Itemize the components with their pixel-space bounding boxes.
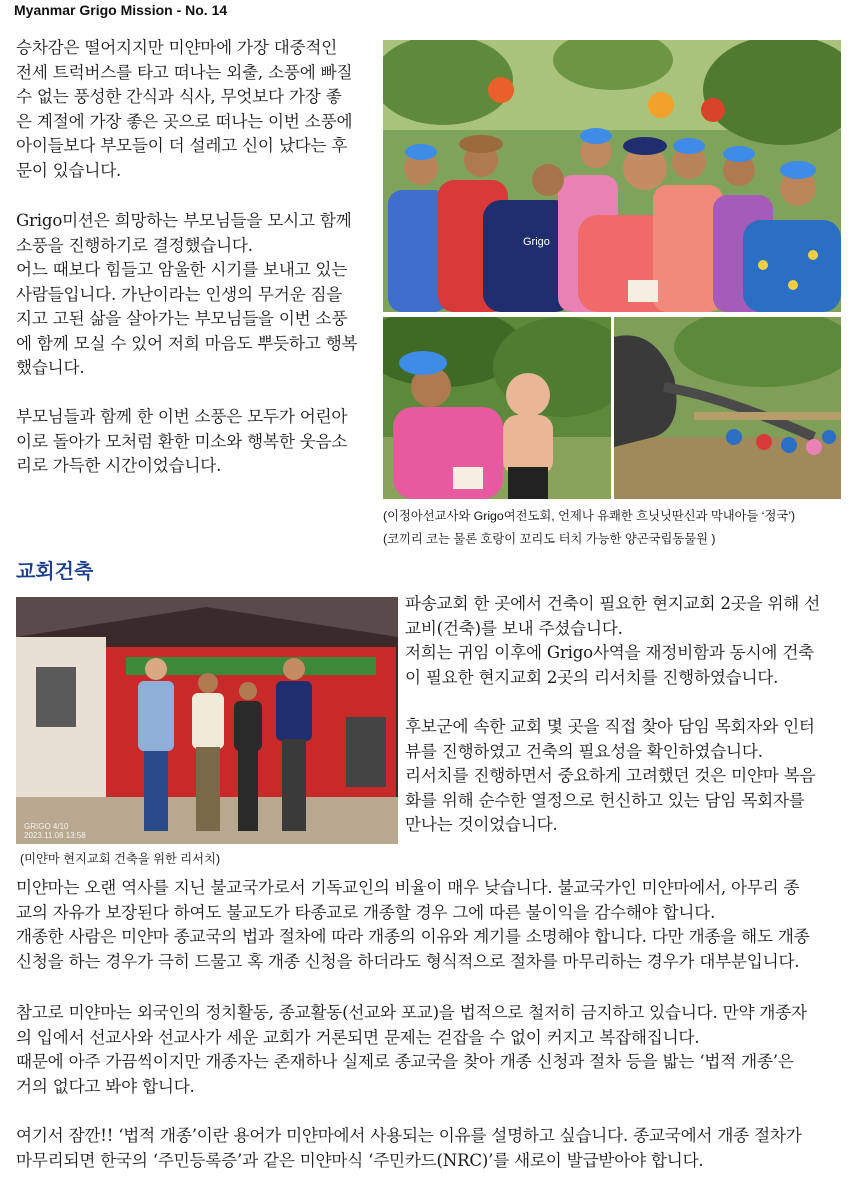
intro-paragraph-1: 승차감은 떨어지지만 미얀마에 가장 대중적인 전세 트럭버스를 타고 떠나는 외출, 소풍에 빠질 수 없는 풍성한 간식과 식사, 무엇보다 가장 좋 은 계절에 가장 좋은 곳으로 떠나는 이번 소풍에 아이들보다 부모들이 더 설레고 신이 났다는 후 문이 있습니다. [16,38,353,180]
church-paragraph-1: 파송교회 한 곳에서 건축이 필요한 현지교회 2곳을 위해 선 교비(건축)를 보내 주셨습니다. 저희는 귀임 이후에 Grigo사역을 재정비함과 동시에 건축 이 필요한 현지교회 2곳의 리서치를 진행하였습니다. [405,594,821,687]
page-header: Myanmar Grigo Mission - No. 14 [14,2,228,18]
church-research-photo [16,597,398,844]
picnic-group-photo [383,40,841,312]
church-paragraph-2: 후보군에 속한 교회 몇 곳을 직접 찾아 담임 목회자와 인터 뷰를 진행하였고 건축의 필요성을 확인하였습니다. 리서치를 진행하면서 중요하게 고려했던 것은 미얀마 복음 화를 위해 순수한 열정으로 헌신하고 있는 담임 목회자를 만나는 것이었습니다. [405,717,816,834]
woman-with-baby-illustration [383,317,611,499]
intro-paragraph-2: Grigo미션은 희망하는 부모님들을 모시고 함께 소풍을 진행하기로 결정했습니다. 어느 때보다 힘들고 암울한 시기를 보내고 있는 사람들입니다. 가난이라는 인생의 무거운 짐을 지고 고된 삶을 살아가는 부모님들을 이번 소풍 에 함께 모실 수 있어 저희 마음도 뿌듯하고 행복 했습니다. [16,211,358,377]
intro-paragraph-3: 부모님들과 함께 한 이번 소풍은 모두가 어린아 이로 돌아가 모처럼 환한 미소와 행복한 웃음소 리로 가득한 시간이었습니다. [16,407,348,475]
woman-with-baby-photo [383,317,611,499]
body-paragraph-2: 참고로 미얀마는 외국인의 정치활동, 종교활동(선교와 포교)을 법적으로 철저히 금지하고 있습니다. 만약 개종자 의 입에서 선교사와 선교사가 세운 교회가 거론되면 문제는 걷잡을 수 없이 커지고 복잡해집니다. 때문에 아주 가끔씩이지만 개종자는 존재하나 실제로 종교국을 찾아 개종 신청과 절차 등을 밟는 ‘법적 개종’은 거의 없다고 봐야 합니다. [16,1003,807,1096]
photo-stamp-line-1: GRIGO 4/10 [24,822,69,831]
picnic-photo-caption-line-2: (코끼리 코는 물론 호랑이 꼬리도 터치 가능한 양곤국립동물원 ) [383,532,716,546]
church-research-illustration [16,597,398,844]
picnic-group-illustration [383,40,841,312]
grigo-shirt-logo: Grigo [523,236,550,248]
photo-timestamp [24,822,86,840]
body-paragraph-1: 미얀마는 오랜 역사를 지닌 불교국가로서 기독교인의 비율이 매우 낮습니다. 불교국가인 미얀마에서, 아무리 종 교의 자유가 보장된다 하여도 불교도가 타종교로 개종할 경우 그에 따른 불이익을 감수해야 합니다. 개종한 사람은 미얀마 종교국의 법과 절차에 따라 개종의 이유와 계기를 소명해야 합니다. 다만 개종을 해도 개종 신청을 하는 경우가 극히 드물고 혹 개종 신청을 하더라도 형식적으로 절차를 마무리하는 경우가 대부분입니다. [16,878,810,971]
photo-stamp-line-2: 2023.11.08 13:58 [24,831,86,840]
zoo-elephant-illustration [614,317,841,499]
zoo-elephant-photo [614,317,841,499]
picnic-photo-caption-line-1: (이정아선교사와 Grigo여전도회, 언제나 유쾌한 흐닛닛딴신과 막내아들 ‘정국’) [383,509,796,523]
section-title-church-building: 교회건축 [16,561,94,583]
body-paragraph-3: 여기서 잠깐!! ‘법적 개종’이란 용어가 미얀마에서 사용되는 이유를 설명하고 싶습니다. 종교국에서 개종 절차가 마무리되면 한국의 ‘주민등록증’과 같은 미얀마식 ‘주민카드(NRC)’를 새로이 발급받아야 합니다. [16,1126,802,1170]
church-photo-caption: (미얀마 현지교회 건축을 위한 리서치) [20,852,221,866]
